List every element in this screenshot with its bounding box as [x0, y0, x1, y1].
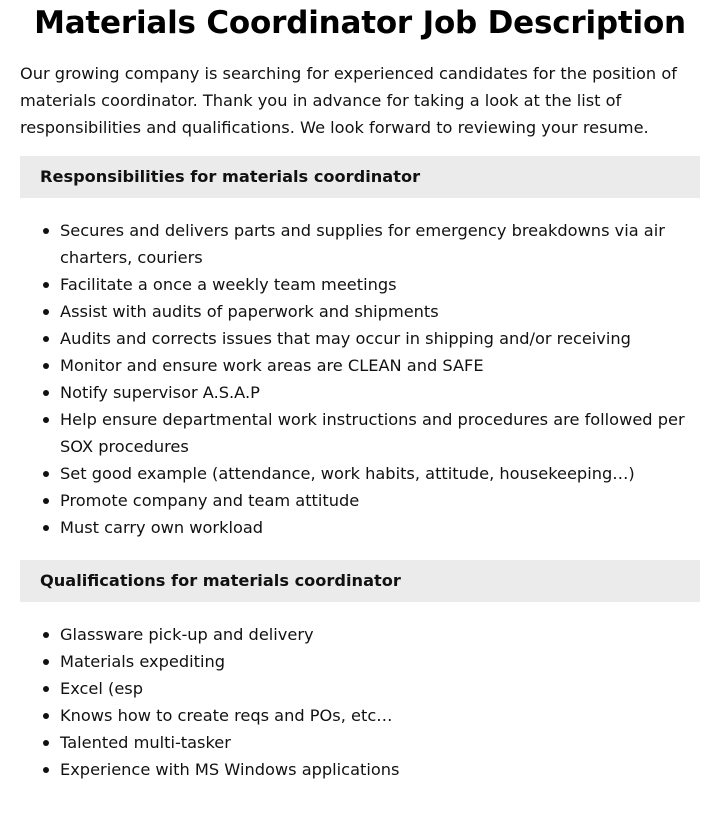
qualifications-list: [20, 621, 700, 783]
responsibility-item: Monitor and ensure work areas are CLEAN and SAFE: [60, 352, 700, 379]
qualification-item: Materials expediting: [60, 648, 700, 675]
intro-paragraph: Our growing company is searching for experienced candidates for the position of materials coordinator. Thank you in advance for taking a look at the list of responsibilities and qualifications. We look forward to reviewing your resume.: [20, 64, 677, 137]
page-title: Materials Coordinator Job Description: [34, 5, 686, 41]
responsibility-item: Secures and delivers parts and supplies for emergency breakdowns via air charters, couriers: [60, 217, 700, 271]
responsibility-item: Assist with audits of paperwork and shipments: [60, 298, 700, 325]
responsibility-item: Promote company and team attitude: [60, 487, 700, 514]
qualifications-heading: Qualifications for materials coordinator: [20, 560, 700, 602]
responsibilities-heading: Responsibilities for materials coordinator: [20, 156, 700, 198]
qualification-item: Excel (esp: [60, 675, 700, 702]
responsibility-item: Facilitate a once a weekly team meetings: [60, 271, 700, 298]
responsibilities-list: [20, 217, 700, 541]
responsibility-item: Help ensure departmental work instructions and procedures are followed per SOX procedures: [60, 406, 700, 460]
qualification-item: Talented multi-tasker: [60, 729, 700, 756]
responsibility-item: Notify supervisor A.S.A.P: [60, 379, 700, 406]
responsibility-item: Audits and corrects issues that may occur in shipping and/or receiving: [60, 325, 700, 352]
qualification-item: Knows how to create reqs and POs, etc…: [60, 702, 700, 729]
qualification-item: Glassware pick-up and delivery: [60, 621, 700, 648]
responsibility-item: Must carry own workload: [60, 514, 700, 541]
qualification-item: Experience with MS Windows applications: [60, 756, 700, 783]
responsibility-item: Set good example (attendance, work habits, attitude, housekeeping…): [60, 460, 700, 487]
